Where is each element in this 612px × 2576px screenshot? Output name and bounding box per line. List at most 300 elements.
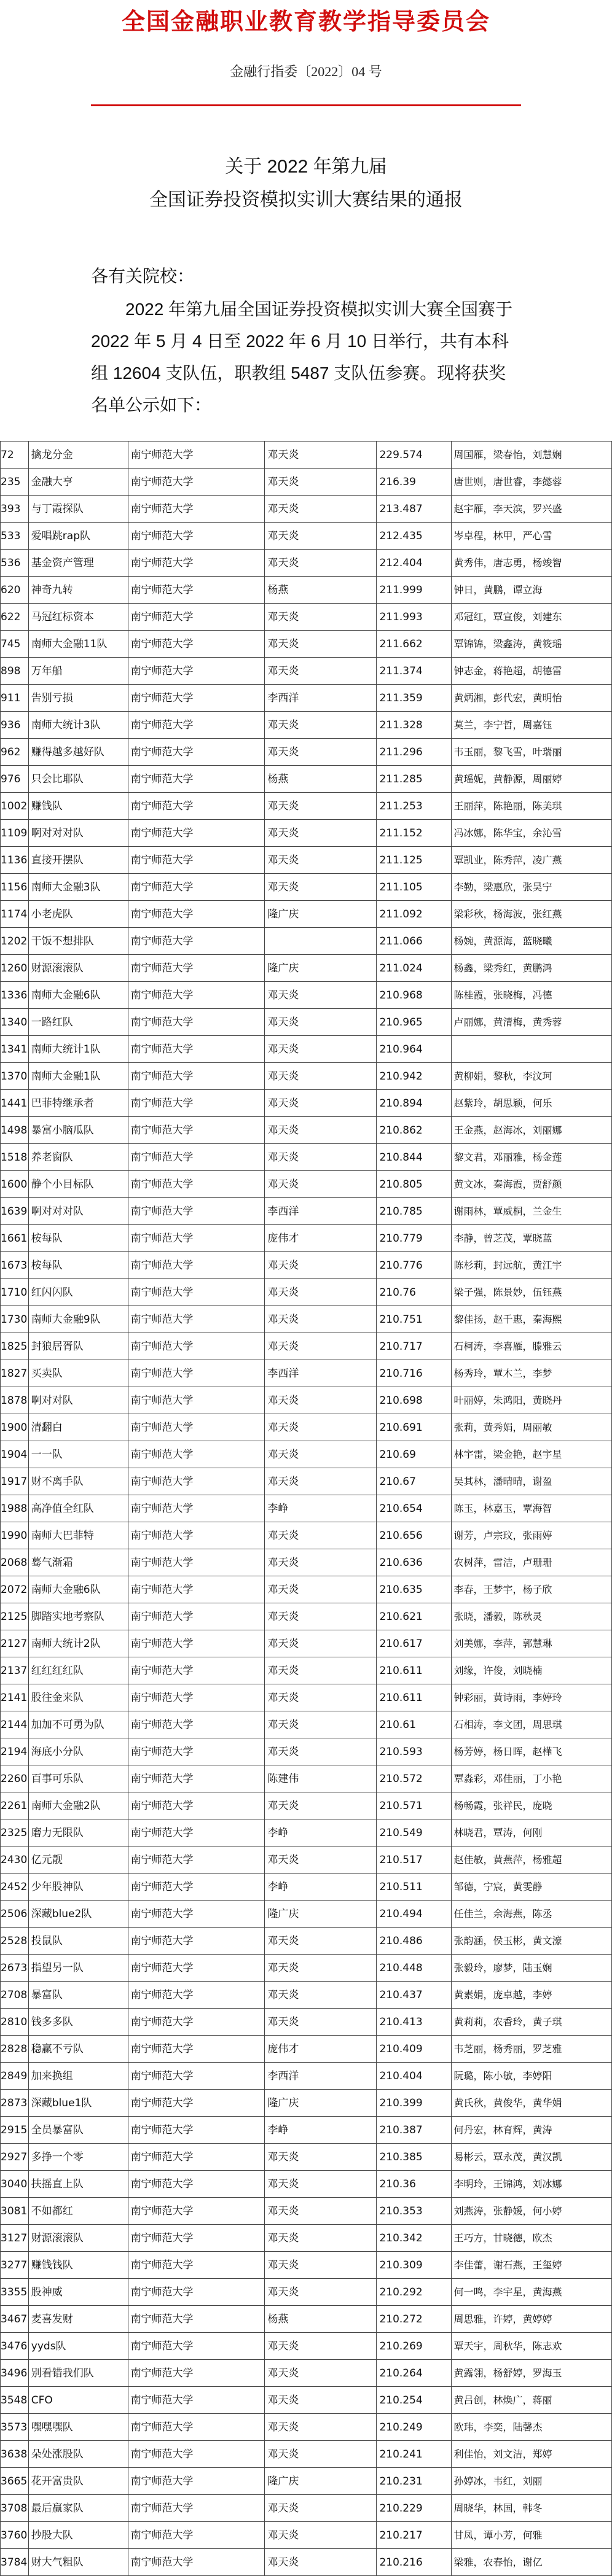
score-cell: 210.309: [377, 2252, 451, 2279]
school-cell: 南宁师范大学: [128, 928, 265, 955]
members-cell: 赵紫玲，胡思颖，何乐: [451, 1090, 612, 1117]
teacher-cell: 邓天炎: [265, 712, 377, 739]
school-cell: 南宁师范大学: [128, 1279, 265, 1306]
school-cell: 南宁师范大学: [128, 2252, 265, 2279]
members-cell: 黄吕创，林焕广，蒋丽: [451, 2387, 612, 2414]
score-cell: 211.152: [377, 820, 451, 847]
teacher-cell: 邓天炎: [265, 847, 377, 874]
table-row: [1, 604, 612, 631]
school-cell: 南宁师范大学: [128, 1117, 265, 1144]
school-cell: 南宁师范大学: [128, 1657, 265, 1684]
rank-cell: 1109: [1, 820, 29, 847]
score-cell: 210.942: [377, 1063, 451, 1090]
score-cell: 210.385: [377, 2144, 451, 2171]
table-row: [1, 2009, 612, 2036]
team-name-cell: 扶摇直上队: [28, 2171, 128, 2198]
school-cell: 南宁师范大学: [128, 847, 265, 874]
rank-cell: 1661: [1, 1225, 29, 1252]
table-row: [1, 874, 612, 901]
rank-cell: 2673: [1, 1955, 29, 1982]
score-cell: 210.698: [377, 1387, 451, 1414]
school-cell: 南宁师范大学: [128, 496, 265, 523]
rank-cell: 3708: [1, 2495, 29, 2522]
table-row: [1, 2252, 612, 2279]
teacher-cell: 邓天炎: [265, 1928, 377, 1955]
team-name-cell: 红红红红队: [28, 1657, 128, 1684]
team-name-cell: 清翻白: [28, 1414, 128, 1441]
members-cell: 赵宇雁，李天滨，罗兴盛: [451, 496, 612, 523]
score-cell: 211.296: [377, 739, 451, 766]
members-cell: 谢芳，卢宗玟，张雨婷: [451, 1522, 612, 1549]
rank-cell: 2873: [1, 2090, 29, 2117]
teacher-cell: 邓天炎: [265, 523, 377, 550]
rank-cell: 1202: [1, 928, 29, 955]
members-cell: 王金燕，赵海冰，刘丽娜: [451, 1117, 612, 1144]
members-cell: [451, 1036, 612, 1063]
school-cell: 南宁师范大学: [128, 1955, 265, 1982]
school-cell: 南宁师范大学: [128, 658, 265, 685]
teacher-cell: 邓天炎: [265, 1522, 377, 1549]
table-row: [1, 523, 612, 550]
rank-cell: 1518: [1, 1144, 29, 1171]
table-row: [1, 766, 612, 793]
rank-cell: 622: [1, 604, 29, 631]
team-name-cell: 啊对对对队: [28, 820, 128, 847]
table-row: [1, 496, 612, 523]
score-cell: 210.621: [377, 1603, 451, 1630]
score-cell: 210.437: [377, 1982, 451, 2009]
school-cell: 南宁师范大学: [128, 1846, 265, 1874]
score-cell: 210.272: [377, 2306, 451, 2333]
team-name-cell: 赚钱队: [28, 793, 128, 820]
rank-cell: 1710: [1, 1279, 29, 1306]
school-cell: 南宁师范大学: [128, 2549, 265, 2576]
teacher-cell: 庞伟才: [265, 1225, 377, 1252]
rank-cell: 2137: [1, 1657, 29, 1684]
score-cell: 210.511: [377, 1874, 451, 1901]
score-cell: 210.517: [377, 1846, 451, 1874]
team-name-cell: 赚钱钱队: [28, 2252, 128, 2279]
school-cell: 南宁师范大学: [128, 1576, 265, 1603]
score-cell: 211.359: [377, 685, 451, 712]
red-divider: [91, 104, 521, 106]
score-cell: 211.105: [377, 874, 451, 901]
rank-cell: 3665: [1, 2468, 29, 2495]
members-cell: 黎佳扬，赵千惠，秦海熙: [451, 1306, 612, 1333]
members-cell: 岑卓程，林甲，严心雪: [451, 523, 612, 550]
table-row: [1, 2198, 612, 2225]
members-cell: 卢丽娜，黄清梅，黄秀蓉: [451, 1009, 612, 1036]
school-cell: 南宁师范大学: [128, 2333, 265, 2360]
rank-cell: 3638: [1, 2441, 29, 2468]
team-name-cell: 深藏blue2队: [28, 1901, 128, 1928]
members-cell: 王丽萍，陈艳丽，陈美琪: [451, 793, 612, 820]
rank-cell: 1136: [1, 847, 29, 874]
members-cell: 阮璐，陈小敏，李婷阳: [451, 2063, 612, 2090]
rank-cell: 3040: [1, 2171, 29, 2198]
school-cell: 南宁师范大学: [128, 2495, 265, 2522]
table-row: [1, 1279, 612, 1306]
rank-cell: 976: [1, 766, 29, 793]
rank-cell: 620: [1, 577, 29, 604]
teacher-cell: 邓天炎: [265, 2549, 377, 2576]
score-cell: 210.231: [377, 2468, 451, 2495]
table-row: [1, 1090, 612, 1117]
team-name-cell: 万年船: [28, 658, 128, 685]
rank-cell: 3127: [1, 2225, 29, 2252]
score-cell: 210.353: [377, 2198, 451, 2225]
members-cell: 黄莉莉，农香玲，黄子琪: [451, 2009, 612, 2036]
notice-title-line2: 全国证券投资模拟实训大赛结果的通报: [149, 190, 463, 210]
team-name-cell: 南师大金融11队: [28, 631, 128, 658]
score-cell: 210.549: [377, 1819, 451, 1846]
members-cell: 杨芳婷，杨日晖，赵樺飞: [451, 1738, 612, 1765]
team-name-cell: 别看错我们队: [28, 2360, 128, 2387]
members-cell: 甘凤，谭小芳，何雅: [451, 2522, 612, 2549]
teacher-cell: 邓天炎: [265, 2522, 377, 2549]
table-row: [1, 1225, 612, 1252]
table-row: [1, 2090, 612, 2117]
members-cell: 冯冰娜，陈华宝，余沁雪: [451, 820, 612, 847]
team-name-cell: 直接开摆队: [28, 847, 128, 874]
teacher-cell: 邓天炎: [265, 1468, 377, 1495]
table-row: [1, 2171, 612, 2198]
teacher-cell: 邓天炎: [265, 2387, 377, 2414]
members-cell: 谢雨林，覃威桐，兰金生: [451, 1198, 612, 1225]
rank-cell: 3467: [1, 2306, 29, 2333]
score-cell: 210.805: [377, 1171, 451, 1198]
school-cell: 南宁师范大学: [128, 2171, 265, 2198]
table-row: [1, 2225, 612, 2252]
rank-cell: 393: [1, 496, 29, 523]
rank-cell: 536: [1, 550, 29, 577]
school-cell: 南宁师范大学: [128, 1874, 265, 1901]
table-row: [1, 1360, 612, 1387]
members-cell: 刘燕涛，张静媛，何小婷: [451, 2198, 612, 2225]
team-name-cell: 金融大亨: [28, 469, 128, 496]
members-cell: 李佳蕾，谢石燕，王玺婷: [451, 2252, 612, 2279]
teacher-cell: 李西洋: [265, 2063, 377, 2090]
score-cell: 210.61: [377, 1711, 451, 1738]
table-row: [1, 2441, 612, 2468]
members-cell: 周国雁，梁春怡，刘慧娴: [451, 442, 612, 469]
score-cell: 210.617: [377, 1630, 451, 1657]
team-name-cell: 红闪闪队: [28, 1279, 128, 1306]
school-cell: 南宁师范大学: [128, 2225, 265, 2252]
team-name-cell: 海底小分队: [28, 1738, 128, 1765]
members-cell: 唐世则，唐世睿，李懿蓉: [451, 469, 612, 496]
table-row: [1, 1576, 612, 1603]
teacher-cell: 邓天炎: [265, 469, 377, 496]
score-cell: 211.253: [377, 793, 451, 820]
members-cell: 孙婷冰，韦红，刘丽: [451, 2468, 612, 2495]
team-name-cell: 擒龙分金: [28, 442, 128, 469]
school-cell: 南宁师范大学: [128, 982, 265, 1009]
score-cell: 210.571: [377, 1792, 451, 1819]
teacher-cell: 邓天炎: [265, 2144, 377, 2171]
school-cell: 南宁师范大学: [128, 2090, 265, 2117]
rank-cell: 2915: [1, 2117, 29, 2144]
rank-cell: 1336: [1, 982, 29, 1009]
table-row: [1, 1765, 612, 1792]
teacher-cell: 邓天炎: [265, 2360, 377, 2387]
score-cell: 211.374: [377, 658, 451, 685]
table-row: [1, 1387, 612, 1414]
rank-cell: 3355: [1, 2279, 29, 2306]
members-cell: 黄秀伟，唐志勇，杨竣智: [451, 550, 612, 577]
score-cell: 210.292: [377, 2279, 451, 2306]
team-name-cell: 南师大巴菲特: [28, 1522, 128, 1549]
members-cell: 任佳兰，余海燕，陈丞: [451, 1901, 612, 1928]
teacher-cell: 陈建伟: [265, 1765, 377, 1792]
school-cell: 南宁师范大学: [128, 2387, 265, 2414]
rank-cell: 1988: [1, 1495, 29, 1522]
rank-cell: 2506: [1, 1901, 29, 1928]
school-cell: 南宁师范大学: [128, 2144, 265, 2171]
team-name-cell: 桉每队: [28, 1225, 128, 1252]
team-name-cell: 与丁霞探队: [28, 496, 128, 523]
score-cell: 210.404: [377, 2063, 451, 2090]
score-cell: 210.964: [377, 1036, 451, 1063]
rank-cell: 1441: [1, 1090, 29, 1117]
table-row: [1, 2522, 612, 2549]
score-cell: 210.387: [377, 2117, 451, 2144]
score-cell: 210.751: [377, 1306, 451, 1333]
teacher-cell: 邓天炎: [265, 1387, 377, 1414]
teacher-cell: 邓天炎: [265, 2171, 377, 2198]
members-cell: 钟日，黄鹏，谭立海: [451, 577, 612, 604]
school-cell: 南宁师范大学: [128, 2468, 265, 2495]
school-cell: 南宁师范大学: [128, 1603, 265, 1630]
school-cell: 南宁师范大学: [128, 1792, 265, 1819]
school-cell: 南宁师范大学: [128, 1982, 265, 2009]
teacher-cell: 庞伟才: [265, 2036, 377, 2063]
table-row: [1, 1874, 612, 1901]
rank-cell: 1340: [1, 1009, 29, 1036]
table-row: [1, 2036, 612, 2063]
rank-cell: 1827: [1, 1360, 29, 1387]
table-row: [1, 1928, 612, 1955]
team-name-cell: 钱多多队: [28, 2009, 128, 2036]
school-cell: 南宁师范大学: [128, 793, 265, 820]
score-cell: 211.092: [377, 901, 451, 928]
table-row: [1, 631, 612, 658]
table-row: [1, 685, 612, 712]
score-cell: 210.593: [377, 1738, 451, 1765]
members-cell: 农树萍，雷洁，卢珊珊: [451, 1549, 612, 1576]
team-name-cell: 桉每队: [28, 1252, 128, 1279]
members-cell: 刘缘，许俊，刘晓楠: [451, 1657, 612, 1684]
team-name-cell: 亿元靓: [28, 1846, 128, 1874]
team-name-cell: 财源滚滚队: [28, 955, 128, 982]
school-cell: 南宁师范大学: [128, 820, 265, 847]
teacher-cell: 邓天炎: [265, 1576, 377, 1603]
table-row: [1, 2063, 612, 2090]
members-cell: 刘美娜，李萍，郭慧琳: [451, 1630, 612, 1657]
members-cell: 韦芝丽，杨秀丽，罗芝雅: [451, 2036, 612, 2063]
teacher-cell: [265, 928, 377, 955]
school-cell: 南宁师范大学: [128, 1441, 265, 1468]
table-row: [1, 2117, 612, 2144]
members-cell: 张毅玲，廖梦，陆玉娴: [451, 1955, 612, 1982]
members-cell: 吴其林，潘晴晴，谢盈: [451, 1468, 612, 1495]
teacher-cell: 邓天炎: [265, 1603, 377, 1630]
table-row: [1, 1982, 612, 2009]
rank-cell: 2194: [1, 1738, 29, 1765]
teacher-cell: 邓天炎: [265, 1684, 377, 1711]
team-name-cell: 养老窗队: [28, 1144, 128, 1171]
teacher-cell: 隆广庆: [265, 955, 377, 982]
team-name-cell: 指望另一队: [28, 1955, 128, 1982]
members-cell: 李明玲，王锦鸿，刘冰娜: [451, 2171, 612, 2198]
rank-cell: 1990: [1, 1522, 29, 1549]
rank-cell: 2927: [1, 2144, 29, 2171]
table-row: [1, 1630, 612, 1657]
team-name-cell: 马冠红标资本: [28, 604, 128, 631]
score-cell: 211.024: [377, 955, 451, 982]
rank-cell: 2260: [1, 1765, 29, 1792]
school-cell: 南宁师范大学: [128, 1711, 265, 1738]
members-cell: 林晓君，覃涛，何刚: [451, 1819, 612, 1846]
rank-cell: 1673: [1, 1252, 29, 1279]
rank-cell: 2828: [1, 2036, 29, 2063]
members-cell: 李春，王梦宇，杨子欣: [451, 1576, 612, 1603]
school-cell: 南宁师范大学: [128, 1522, 265, 1549]
members-cell: 钟彩丽，黄诗雨，李婷玲: [451, 1684, 612, 1711]
teacher-cell: 邓天炎: [265, 2495, 377, 2522]
rank-cell: 1904: [1, 1441, 29, 1468]
teacher-cell: 邓天炎: [265, 2009, 377, 2036]
team-name-cell: 一一队: [28, 1441, 128, 1468]
school-cell: 南宁师范大学: [128, 1928, 265, 1955]
rank-cell: 2068: [1, 1549, 29, 1576]
members-cell: 黄文冰，秦海霞，贾舒颜: [451, 1171, 612, 1198]
score-cell: 213.487: [377, 496, 451, 523]
school-cell: 南宁师范大学: [128, 1198, 265, 1225]
table-row: [1, 1738, 612, 1765]
team-name-cell: 南师大统计1队: [28, 1036, 128, 1063]
table-row: [1, 1495, 612, 1522]
school-cell: 南宁师范大学: [128, 1901, 265, 1928]
table-row: [1, 1171, 612, 1198]
table-row: [1, 1901, 612, 1928]
table-row: [1, 982, 612, 1009]
members-cell: 杨畅霞，张祥民，庞晓: [451, 1792, 612, 1819]
teacher-cell: 邓天炎: [265, 1036, 377, 1063]
teacher-cell: 邓天炎: [265, 1657, 377, 1684]
table-row: [1, 820, 612, 847]
table-row: [1, 2279, 612, 2306]
school-cell: 南宁师范大学: [128, 469, 265, 496]
organization-title: 全国金融职业教育教学指导委员会: [121, 9, 490, 35]
teacher-cell: 杨燕: [265, 2306, 377, 2333]
teacher-cell: 邓天炎: [265, 874, 377, 901]
teacher-cell: 邓天炎: [265, 2198, 377, 2225]
school-cell: 南宁师范大学: [128, 1738, 265, 1765]
score-cell: 210.636: [377, 1549, 451, 1576]
rank-cell: 2127: [1, 1630, 29, 1657]
members-cell: 黄氏秋，黄俊华，黄华娟: [451, 2090, 612, 2117]
members-cell: 利佳怡，刘文洁，郑婷: [451, 2441, 612, 2468]
school-cell: 南宁师范大学: [128, 2279, 265, 2306]
members-cell: 林宇雷，梁金艳，赵宇星: [451, 1441, 612, 1468]
score-cell: 229.574: [377, 442, 451, 469]
teacher-cell: 邓天炎: [265, 1333, 377, 1360]
table-row: [1, 1468, 612, 1495]
team-name-cell: 脚踏实地考察队: [28, 1603, 128, 1630]
members-cell: 覃天宇，周秋华，陈志欢: [451, 2333, 612, 2360]
school-cell: 南宁师范大学: [128, 766, 265, 793]
school-cell: 南宁师范大学: [128, 685, 265, 712]
school-cell: 南宁师范大学: [128, 2360, 265, 2387]
team-name-cell: 稳赢不亏队: [28, 2036, 128, 2063]
members-cell: 王巧方，甘晓德，欧杰: [451, 2225, 612, 2252]
team-name-cell: 静个小目标队: [28, 1171, 128, 1198]
table-row: [1, 955, 612, 982]
table-row: [1, 577, 612, 604]
score-cell: 210.654: [377, 1495, 451, 1522]
rank-cell: 1498: [1, 1117, 29, 1144]
score-cell: 210.76: [377, 1279, 451, 1306]
school-cell: 南宁师范大学: [128, 631, 265, 658]
rank-cell: 533: [1, 523, 29, 550]
rank-cell: 1825: [1, 1333, 29, 1360]
rank-cell: 1730: [1, 1306, 29, 1333]
teacher-cell: 李峥: [265, 1874, 377, 1901]
table-row: [1, 658, 612, 685]
members-cell: 周晓华，林国，韩冬: [451, 2495, 612, 2522]
score-cell: 210.635: [377, 1576, 451, 1603]
team-name-cell: 爱唱跳rap队: [28, 523, 128, 550]
score-cell: 210.862: [377, 1117, 451, 1144]
school-cell: 南宁师范大学: [128, 1414, 265, 1441]
score-cell: 210.844: [377, 1144, 451, 1171]
team-name-cell: 封狼居胥队: [28, 1333, 128, 1360]
members-cell: 韦玉丽，黎飞雪，叶瑞丽: [451, 739, 612, 766]
notice-title-line1: 关于 2022 年第九届: [225, 157, 387, 177]
team-name-cell: 加来换组: [28, 2063, 128, 2090]
school-cell: 南宁师范大学: [128, 1090, 265, 1117]
score-cell: 211.125: [377, 847, 451, 874]
table-row: [1, 712, 612, 739]
table-row: [1, 2360, 612, 2387]
score-cell: 210.717: [377, 1333, 451, 1360]
table-row: [1, 928, 612, 955]
score-cell: 210.254: [377, 2387, 451, 2414]
team-name-cell: CFO: [28, 2387, 128, 2414]
team-name-cell: 干饭不想排队: [28, 928, 128, 955]
table-row: [1, 1333, 612, 1360]
team-name-cell: 巴菲特继承者: [28, 1090, 128, 1117]
table-row: [1, 2144, 612, 2171]
members-cell: 陈桂霞，张晓梅，冯德: [451, 982, 612, 1009]
members-cell: 覃凯业，陈秀萍，凌广燕: [451, 847, 612, 874]
results-table-body: [1, 442, 612, 2576]
school-cell: 南宁师范大学: [128, 1495, 265, 1522]
members-cell: 梁子强，陈景妙，伍钰燕: [451, 1279, 612, 1306]
rank-cell: 3476: [1, 2333, 29, 2360]
school-cell: 南宁师范大学: [128, 1306, 265, 1333]
table-row: [1, 2414, 612, 2441]
team-name-cell: 南师大金融9队: [28, 1306, 128, 1333]
members-cell: 邹德，宁宸，黄雯静: [451, 1874, 612, 1901]
rank-cell: 3784: [1, 2549, 29, 2576]
team-name-cell: 高净值全红队: [28, 1495, 128, 1522]
score-cell: 210.67: [377, 1468, 451, 1495]
score-cell: 211.662: [377, 631, 451, 658]
school-cell: 南宁师范大学: [128, 1009, 265, 1036]
school-cell: 南宁师范大学: [128, 1063, 265, 1090]
